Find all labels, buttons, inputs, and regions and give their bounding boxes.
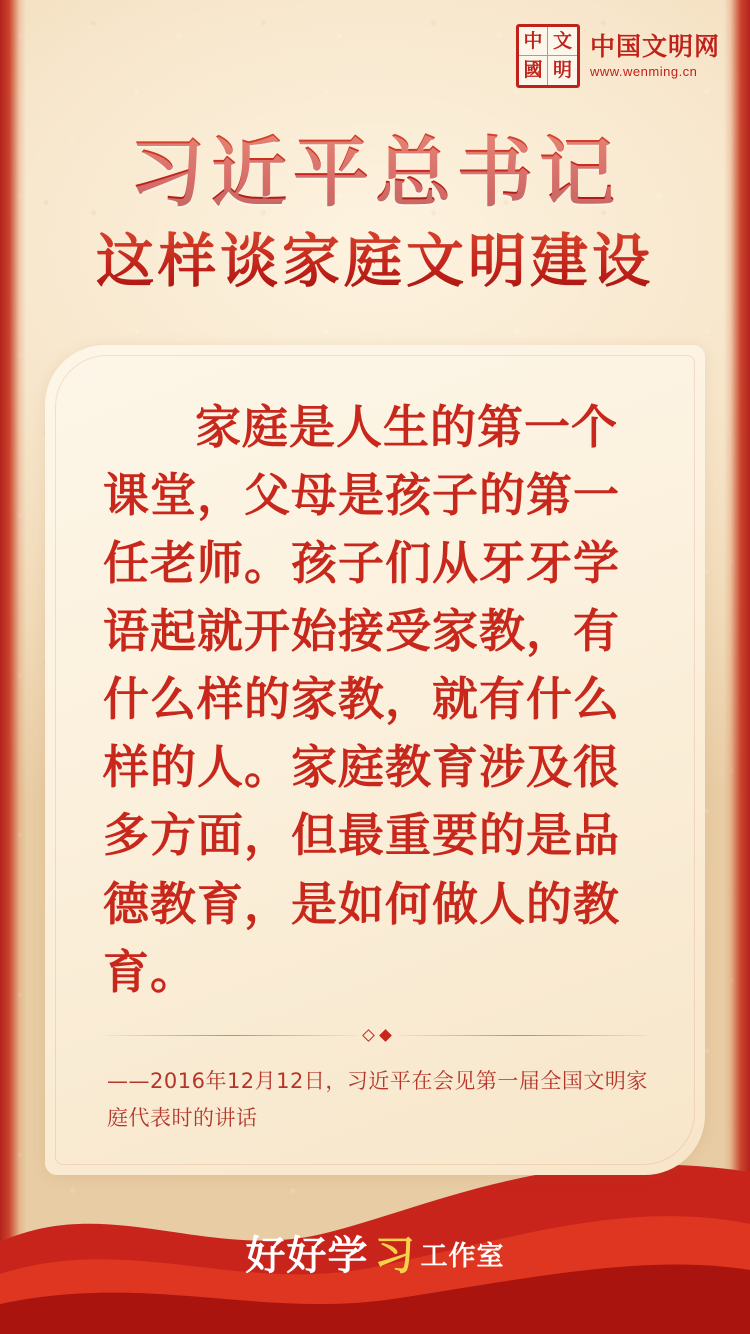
divider-bar-right: [398, 1035, 647, 1036]
title-line-1: 习近平总书记: [0, 130, 750, 215]
seal-char-4: 明: [552, 59, 572, 81]
quote-card: [45, 345, 705, 1175]
site-name: 中国文明网: [589, 32, 720, 62]
page-title: [0, 130, 750, 297]
divider-bar-left: [107, 1035, 356, 1036]
seal-icon: [516, 24, 580, 88]
diamond-outline-icon: [362, 1029, 375, 1042]
logo-text-block: [590, 33, 720, 79]
brand-name: 好好学: [245, 1232, 369, 1279]
quote-text: 家庭是人生的第一个课堂，父母是孩子的第一任老师。孩子们从牙牙学语起就开始接受家教，有什么样的家教，就有什么样的人。家庭教育涉及很多方面，但最重要的是品德教育，是如何做人的教育。: [103, 400, 620, 999]
seal-char-3: 國: [519, 56, 548, 85]
ornament-divider: [107, 1031, 647, 1040]
title-line-2: 这样谈家庭文明建设: [0, 227, 750, 297]
seal-char-1: 中: [519, 27, 548, 56]
footer-brand: [0, 1232, 750, 1279]
brand-accent-char: 习: [374, 1232, 415, 1279]
diamond-solid-icon: [379, 1029, 392, 1042]
studio-label: 工作室: [420, 1240, 505, 1272]
site-url: www.wenming.cn: [589, 63, 698, 79]
quote-source: ——2016年12月12日，习近平在会见第一届全国文明家庭代表时的讲话: [107, 1069, 648, 1130]
site-logo[interactable]: [516, 24, 720, 88]
seal-char-2: 文: [548, 27, 577, 56]
